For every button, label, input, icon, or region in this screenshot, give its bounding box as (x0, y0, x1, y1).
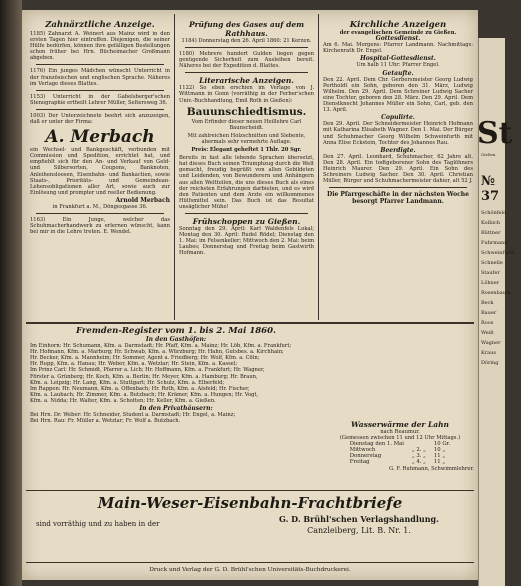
column-middle (179, 20, 314, 320)
register-line: Im Rappen: Hr. Neumann, Kfm. a. Offenbach; Hr. Roth, Kfm. a. Alsfeld; Hr. Fischer, (30, 385, 250, 392)
breakfast-text: Sonntag den 29. April: Karl Waldenfels Lokal; Montag den 30. April: Rudel Rödel; Dienstag den 1. Mai: im Felsenkeller; Mittwoch den 2. Mai: beim Laubes; Donnerstag und Freitag beim Gastwirth Hofmann. (179, 225, 314, 257)
date-cell: „ 4. „ (411, 459, 426, 466)
newspaper-page (22, 10, 478, 580)
register-line: Bei Hrn. Dr. Weber: Hr. Schneider, Student a. Darmstadt; Hr. Engel, a. Mainz; (30, 412, 236, 419)
divider (36, 213, 164, 214)
freight-advert-availability: sind vorräthig und zu haben in der (36, 520, 160, 528)
list-item: Schönfeld (481, 210, 507, 216)
marriages-heading: Copulirte. (381, 114, 415, 122)
date-cell: „ 2. „ (411, 447, 426, 454)
water-temp-title: Wasserwärme der Lahn (350, 420, 449, 429)
temp-cell: 11 „ (433, 453, 446, 460)
section-rule (26, 562, 474, 563)
section-rule (26, 322, 474, 324)
church-heading: Kirchliche Anzeigen (349, 20, 447, 30)
burials-heading: Beerdigte. (380, 146, 416, 154)
baptisms-text: Den 22. April. Dem Chr. Gerbersmeister Georg Ludwig Pertholdt ein Sohn, geboren den 31. März, Ludwig Wilhelm. Den 29. April. Dem Schreiner Ludwig Sacher eine Tochter, geboren den 28. März. Den 29. April. Dem Dienstknecht Johannes Müller ein Sohn, Carl, geb. den 13. April. (323, 76, 473, 114)
water-temperature (326, 420, 474, 488)
next-page-edge (477, 38, 516, 586)
baptisms-heading: Getaufte. (382, 69, 414, 77)
register-line: Im Prinz Carl: Hr. Schmidt, Pfarrer a. Lich; Hr. Hoffmann, Kfm. a. Frankfurt; Hr. Wagner, (30, 367, 265, 374)
stenography-notice: 1153) Unterricht in der Gabelsberger'schen Stenographie ertheilt Lehrer Müller, Seltersweg 36. (30, 93, 170, 106)
book-binding (0, 0, 22, 586)
burials-text: Den 27. April. Leonhard, Schuhmacher, 62 Jahre alt. Den 28. April. Ein todtgeborener Sohn des Taglöhners Heinrich Maurer. Den 29. April. Ein Sohn des Schreiners Ludwig Sacher. Den 30. April. Christian Müller, Bürger und Schuhmachermeister dahier, alt 52 J. (323, 153, 473, 185)
list-item: Kraus (481, 350, 496, 356)
tutoring-notice: 1176) Ein junges Mädchen wünscht Unterricht in der französischen und englischen Sprache. Näheres im Verlage dieses Blattes. (30, 68, 170, 87)
day-cell: Dienstag den 1. Mai (349, 441, 404, 448)
list-item: Bauer (481, 310, 497, 316)
church-subheading: der evangelischen Gemeinde zu Gießen. (339, 30, 457, 36)
register-line: Bei Hrn. Rau: Fr. Müller a. Wetzlar; Fr. Wolf a. Butzbach. (30, 418, 181, 425)
next-page-number: № 37 (481, 174, 500, 204)
list-item: Löhner (481, 280, 500, 286)
register-line: Hr. Rupp, Kfm. a. Hanau; Hr. Weber, Kfm. a. Wetzlar; Hr. Stein, Kfm. a. Kassel; (30, 361, 238, 368)
hotels-subheading: In den Gasthöfen: (145, 336, 207, 343)
bank-notice-text: ein Wechsel- und Bankgeschäft, verbunden mit Commission und Spedition, errichtet hat, und empfiehlt sich für den An- und Verkauf von Geld- und Silbersorten, Coupons, Banknoten, Anleihensloosen, Eisenbahn- und Bankactien, sowie Staats-, Prioritäts- und Gemeindean-Lehensobligationen aller Art, sowie auch zur Einlösung und prompter und reeller Bedienung. (30, 147, 170, 196)
apprentice-notice: 1163) Ein Junge, welcher das Schuhmacherhandwerk zu erlernen wünscht, kann bei mir in die Lehre treten. E. Wendel. (30, 217, 170, 236)
guest-register (30, 326, 322, 488)
service-text: Am 6. Mai. Morgens: Pfarrer Landmann. Nachmittags: Kirchenrath Dr. Engel. (323, 42, 473, 55)
register-line: Förster a. Grünberg; Hr. Koch, Kfm. a. Berlin; Hr. Meyer, Kfm. a. Hamburg; Hr. Braun, (30, 373, 258, 380)
section-rule (26, 490, 474, 491)
divider (185, 213, 308, 214)
publisher-name: G. D. Brühl'schen Verlagshandlung. (279, 514, 439, 524)
register-line: Kfm. a. Nidda; Hr. Walter, Kfm. a. Schotten; Hr. Keller, Kfm. a. Gießen. (30, 397, 216, 404)
guest-register-title: Fremden-Register vom 1. bis 2. Mai 1860. (76, 326, 276, 336)
water-temp-subtitle: nach Reaumur. (380, 429, 420, 435)
list-item: Weiß (481, 330, 494, 336)
dental-notice-text: 1185) Zahnarzt A. Weinert aus Mainz wird in den ersten Tagen hier eintreffen. Diejenigen, die seiner Hülfe bedürfen, können ihre gefälligen Bestellungen schon früher bei Hrn. Bücheimacher Großmann abgeben. (30, 31, 170, 62)
bank-notice-intro: 1003) Der Unterzeichnete beehrt sich anzuzeigen, daß er unter der Firma: (30, 112, 170, 126)
register-line: Kfm. a. Leipzig; Hr. Lang, Kfm. a. Stuttgart; Hr. Schulz, Kfm. a. Elberfeld; (30, 379, 225, 386)
dental-notice-heading: Zahnärztliche Anzeige. (45, 20, 155, 30)
divider (185, 47, 308, 48)
gas-test-heading: Prüfung des Gases auf dem Rathhaus. (188, 20, 305, 38)
loan-notice: 1180) Mehrere hundert Gulden liegen gegen genügende Sicherheit zum Ausleihen bereit. Näheres bei der Expedition d. Blattes. (179, 51, 314, 70)
list-item: Wagner (481, 340, 501, 346)
register-line: Hr. Hofmann, Kfm. a. Marburg; Hr. Schwab, Kfm. a. Würzburg; Hr. Hahn, Gutsbes. a. Kirchhain; (30, 349, 284, 356)
temp-cell: 11 „ (433, 459, 446, 466)
list-item: Staufer (481, 270, 500, 276)
list-item: Fuhrmann (481, 240, 508, 246)
imprint (30, 566, 470, 576)
list-item: Beck (481, 300, 494, 306)
imprint-text: Druck und Verlag der G. D. Brühl'schen Universitäts-Buchdruckerei. (149, 567, 351, 573)
column-right (323, 20, 473, 320)
register-line: Kfm. a. Laubach; Hr. Zimmer, Kfm. a. Butzbach; Hr. Krämer, Kfm. a. Hungen; Hr. Vogt, (30, 391, 259, 398)
register-line: Im Einhorn: Hr. Schumann, Kfm. a. Darmstadt; Hr. Pfaff, Kfm. a. Mainz; Hr. Löb, Kfm. a. Frankfurt; (30, 343, 292, 350)
next-page-subhead: Gießen (481, 152, 496, 157)
book-description: Bereits in fast alle lebende Sprachen übersetzt, hat dieses Buch seinen Triumphzug durch die Welt gemacht, freudig begrüßt von allen Gebildeten und Leidenden, von Bewunderern und Anhängern aus allen Weltteilen, die uns dieses Buch als eines der reichsten Erfahrungen darbieten, und es wird den Patienten und dem Arzte ein willkommenes Hülfsmittel sein. Das Buch ist das Resultat unsäglicher Mühe! (179, 155, 314, 210)
day-cell: Donnerstag (349, 453, 382, 460)
bank-signature: Arnold Merbach (115, 196, 170, 204)
publication-notice: 1122) So eben erschien im Verlage von J. Wittmann in Gonn (vorräthig in der Ferber'schen Univ.-Buchhandlung, Emil Roth in Gießen): (179, 85, 314, 104)
date-cell: „ 3. „ (411, 453, 426, 460)
water-temp-signature: G. F. Ruhmann, Schwimmlehrer. (389, 465, 474, 472)
hospital-text: Um halb 11 Uhr: Pfarrer Engel. (356, 62, 440, 69)
list-item: Büttner (481, 230, 501, 236)
pastoral-duty-note: Die Pfarrgeschäfte in der nächsten Woche besorgt Pfarrer Landmann. (326, 191, 469, 206)
private-houses-subheading: In den Privathäusern: (139, 405, 213, 413)
freight-advert-left (36, 520, 236, 534)
next-page-masthead: St (477, 116, 513, 151)
list-item: Kolbich (481, 220, 501, 226)
service-heading: Gottesdienst. (375, 35, 421, 43)
list-item: Roos (481, 320, 494, 326)
next-page-list (481, 208, 521, 368)
day-cell: Mittwoch (349, 447, 376, 454)
marriages-text: Den 29. April. Der Schneidermeister Heinrich Hofmann mit Katharina Elisabeth Wagner. Den 1. Mai. Der Bürger und Schuhmacher Georg Wilhelm Schweinfurth mit Anna Elise Eckstein, Tochter des Johannes Rau. (323, 121, 473, 146)
freight-advert-title: Main-Weser-Eisenbahn-Frachtbriefe (97, 494, 403, 512)
book-price: Preis: Elegant geheftet 1 Thlr. 20 Sgr. (191, 147, 302, 154)
water-temp-note: (Gemessen zwischen 11 und 12 Uhr Mittags.) (339, 435, 461, 442)
column-left (30, 20, 170, 320)
hospital-heading: Hospital-Gottesdienst. (360, 55, 436, 63)
list-item: Döring (481, 360, 499, 366)
temp-cell: 10 Gr. (433, 441, 451, 448)
divider (36, 64, 164, 65)
freight-advert-right (248, 514, 470, 558)
breakfast-heading: Frühschoppen zu Gießen. (192, 216, 301, 226)
column-rule (318, 14, 319, 320)
divider (185, 72, 308, 73)
list-item: Rosenbaum (481, 290, 511, 296)
bank-firm-name: A. Merbach (45, 127, 155, 148)
book-title: Bauunschiedtismus. (186, 105, 307, 118)
book-author: Vom Erfinder dieser neuen Heillehre Carl Baunscheidt. (191, 118, 302, 131)
list-item: Schnelle (481, 260, 503, 266)
register-line: Hr. Becker, Kfm. a. Mannheim; Hr. Sommer, Agent a. Friedberg; Hr. Wolf, Kfm. a. Cöln; (30, 355, 260, 362)
divider (329, 187, 467, 188)
day-cell: Freitag (349, 459, 370, 466)
divider (36, 90, 164, 91)
divider (36, 109, 164, 110)
bank-address: in Frankfurt a. M., Döngesgasse 36. (52, 203, 148, 210)
list-item: Schweinfurth (481, 250, 516, 256)
water-temp-table (346, 441, 454, 465)
publisher-address: Canzleiberg, Lit. B. Nr. 1. (307, 526, 411, 535)
temp-cell: 10 „ (433, 447, 446, 454)
column-rule (174, 14, 175, 320)
book-edition: Mit zahlreichen Holzschnitten und Siebente, abermals sehr vermehrte Auflage. (187, 132, 306, 145)
gas-test-text: 1184) Donnerstag den 26. April 1860: 21 Kerzen. (181, 38, 312, 44)
literary-heading: Literarische Anzeigen. (199, 76, 294, 86)
